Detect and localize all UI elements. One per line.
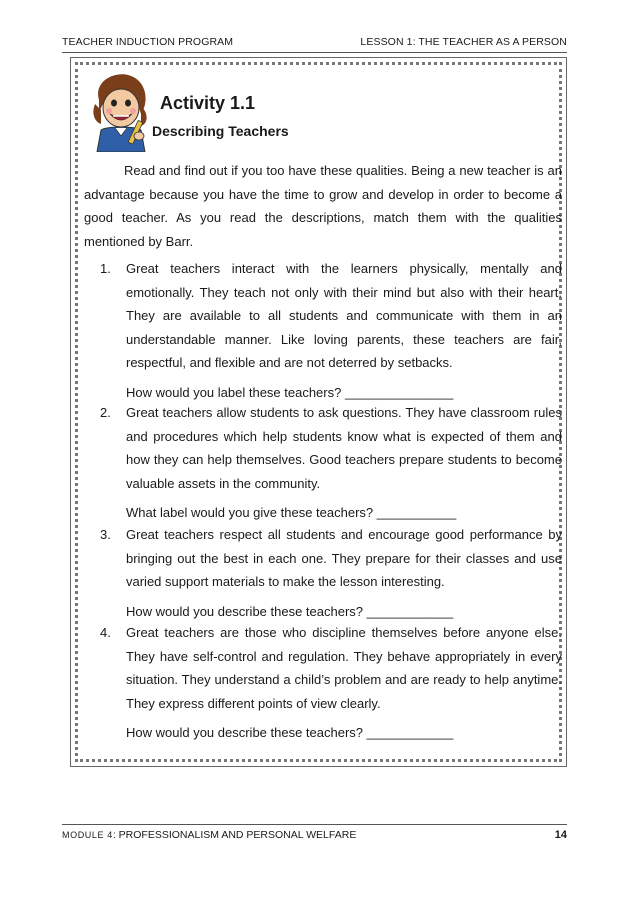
item-question: What label would you give these teachers? ___________ [126, 505, 457, 520]
item-text: Great teachers allow students to ask questions. They have classroom rules and procedures which help students know what is expected of them and how they can help themselves. Good teachers prepare students to become valuable assets in the community. [126, 405, 562, 491]
header-program: TEACHER INDUCTION PROGRAM [62, 36, 234, 48]
item-question: How would you describe these teachers? ____________ [126, 603, 454, 619]
item-question: How would you describe these teachers? ____________ [126, 725, 454, 740]
page-number: 14 [554, 829, 567, 841]
item-text: Great teachers respect all students and encourage good performance by bringing out the best in each one. They prepare for their classes and use varied support materials to make the lesson interesting. [126, 527, 562, 589]
item-number: 4. [100, 625, 111, 640]
activity-title: Activity 1.1 [160, 93, 256, 113]
list-item [84, 401, 562, 525]
item-number: 3. [100, 527, 111, 542]
item-text: Great teachers are those who discipline themselves before anyone else. They have self-control and regulation. They behave appropriately in every situation. They understand a child’s problem and are ready to help anytime. They express different points of view clearly. [126, 625, 562, 711]
page-header [62, 36, 567, 53]
module-number: MODULE 4 [62, 830, 113, 840]
list-item [84, 523, 562, 623]
item-number: 2. [100, 405, 111, 420]
activity-subtitle: Describing Teachers [152, 123, 289, 139]
list-item [84, 257, 562, 404]
module-title: : PROFESSIONALISM AND PERSONAL WELFARE [112, 829, 357, 841]
item-question: How would you label these teachers? _______________ [126, 384, 454, 400]
item-number: 1. [100, 261, 111, 276]
header-lesson: LESSON 1: THE TEACHER AS A PERSON [360, 36, 567, 48]
footer-module [62, 829, 356, 841]
teacher-clipart-icon [87, 70, 155, 152]
list-item [84, 621, 562, 745]
page-footer [62, 824, 567, 841]
intro-paragraph [84, 159, 562, 253]
item-text: Great teachers interact with the learners physically, mentally and emotionally. They teach not only with their mind but also with their heart. They are available to all students and communicate with them in an understandable manner. Like loving parents, these teachers are fair, respectful, and flexible and are not deterred by setbacks. [126, 261, 562, 370]
intro-text: Read and find out if you too have these qualities. Being a new teacher is an advantage because you have the time to grow and develop in order to become a good teacher. As you read the descriptions, match them with the qualities mentioned by Barr. [84, 163, 562, 249]
